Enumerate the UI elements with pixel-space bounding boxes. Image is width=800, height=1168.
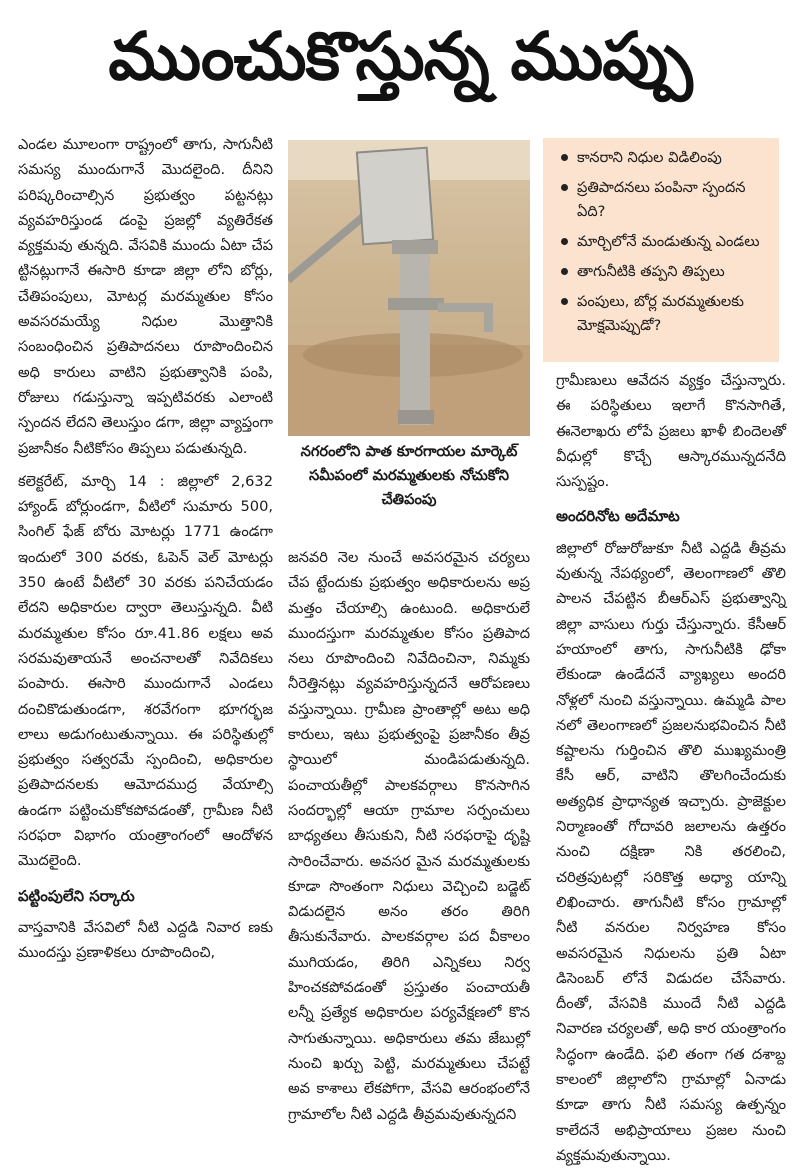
hand-pump-illustration [288, 140, 530, 436]
highlight-item: మార్చిలోనే మండుతున్న ఎండలు [561, 230, 769, 254]
column-3-top: గ్రామీణులు ఆవేదన వ్యక్తం చేస్తున్నారు. ఈ పరిస్థితులు ఇలాగే కొనసాగితే, ఈనెలాఖరు లోపే ప్రజలు ఖాళీ బిందెలతో వీధుల్లో కొచ్చే ఆస్కారమున్నదనేది సుస్పష్టం. [556, 372, 786, 491]
highlight-item: ప్రతిపాదనలు పంపినా స్పందన ఏది? [561, 176, 769, 224]
column-2 [288, 545, 530, 1127]
body-paragraph: కలెక్టరేట్, మార్చి 14 : జిల్లాలో 2,632 హ్యాండ్ బోర్లుండగా, వీటిలో సుమారు 500, సింగిల్ ఫేజ్ బోరు మోటర్లు 1771 ఉండగా ఇందులో 300 వరకు, ఓపెన్ వెల్ మోటర్లు 350 ఉంటే వీటిలో 30 వరకు పనిచేయడం లేదని అధికారుల ద్వారా తెలుస్తున్నది. వీటి మరమ్మతుల కోసం రూ.41.86 లక్షలు అవ సరమవుతాయనే అంచనాలతో నివేదికలు పంపారు. ఈసారి ముందుగానే ఎండలు దంచికొడుతుండగా, శరవేగంగా భూగర్భజ లాలు అడుగంటుతున్నాయి. ఈ పరిస్థితుల్లో ప్రభుత్వం సత్వరమే స్పందించి, అధికారుల ప్రతిపాదనలకు ఆమోదముద్ర వేయాల్సి ఉండగా పట్టించుకోకపోవడంతో, గ్రామీణ నీటి సరఫరా విభాగం యంత్రాంగంలో ఆందోళన మొదలైంది. [18, 472, 273, 870]
column-2-text: జనవరి నెల నుంచే అవసరమైన చర్యలు చేప ట్టేందుకు ప్రభుత్వం అధికారులను అప్ర మత్తం చేయాల్సి ఉంటుంది. అధికారులే ముందస్తుగా మరమ్మతుల కోసం ప్రతిపాద నలు రూపొందించి నివేదించినా, నిమ్మకు నీరెత్తినట్లు వ్యవహరిస్తున్నదనే ఆరోపణలు వస్తున్నాయి. గ్రామీణ ప్రాంతాల్లో అటు అధి కారులు, ఇటు ప్రభుత్వంపై ప్రజానీకం తీవ్ర స్థాయిలో మండిపడుతున్నది. పంచాయతీల్లో పాలకవర్గాలు కొనసాగిన సందర్భాల్లో ఆయా గ్రామాల సర్పంచులు బాధ్యతలు తీసుకుని, నీటి సరఫరాపై దృష్టి సారించేవారు. అవసర మైన మరమ్మతులకు కూడా సొంతంగా నిధులు వెచ్చించి బడ్జెట్ విడుదలైన అనం తరం తిరిగి తీసుకునేవారు. పాలకవర్గాల పద వీకాలం ముగియడం, తిరిగి ఎన్నికలు నిర్వ హించకపోవడంతో ప్రస్తుతం పంచాయతీ లన్నీ ప్రత్యేక అధికారుల పర్యవేక్షణలో కొన సాగుతున్నాయి. అధికారులు తమ జేబుల్లో నుంచి ఖర్చు పెట్టి, మరమ్మతులు చేపట్టే అవ కాశాలు లేకపోగా, వేసవి ఆరంభంలోనే గ్రామాలోల నీటి ఎద్దడి తీవ్రమవుతున్నదని [288, 549, 530, 1123]
highlight-item: తాగునీటికి తప్పని తిప్పలు [561, 260, 769, 284]
highlight-item: కానరాని నిధుల విడిలింపు [561, 146, 769, 170]
intro-paragraph: ఎండల మూలంగా రాష్ట్రంలో తాగు, సాగునీటి సమస్య ముందుగానే మొదలైంది. దీనిని పరిష్కరించాల్సిన ప్రభుత్వం పట్టనట్లు వ్యవహరిస్తుండ డంపై ప్రజల్లో వ్యతిరేకత వ్యక్తమవు తున్నది. వేసవికి ముందు ఏటా చేప ట్టినట్లుగానే ఈసారి కూడా జిల్లా లోని బోర్లు, చేతిపంపులు, మోటర్ల మరమ్మతుల కోసం అవసరమయ్యే నిధుల మొత్తానికి సంబంధించిన ప్రతిపాదనలు రూపొందించిన అధి కారులు వాటిని ప్రభుత్వానికి పంపి, రోజులు గడుస్తున్నా ఇప్పటివరకు ఎలాంటి స్పందన లేదని తెలుస్తుం డగా, జిల్లా వ్యాప్తంగా ప్రజానీకం నీటికోసం తిప్పలు పడుతున్నది. [18, 136, 273, 457]
column-1 [18, 132, 273, 966]
column-3-body: జిల్లాలో రోజురోజుకూ నీటి ఎద్దడి తీవ్రమ వుతున్న నేపథ్యంలో, తెలంగాణలో తొలి పాలన చేపట్టిన బీఆర్ఎస్ ప్రభుత్వాన్ని జిల్లా వాసులు గుర్తు చేస్తున్నారు. కేసీఆర్ హయాంలో తాగు, సాగునీటికి ఢోకా లేకుండా ఉండేదనే వ్యాఖ్యలు అందరి నోళ్లలో నుంచి వస్తున్నాయి. ఉమ్మడి పాల నలో తెలంగాణలో ప్రజలనుభవించిన నీటి కష్టాలను గుర్తించిన తొలి ముఖ్యమంత్రి కేసీ ఆర్, వాటిని తొలగించేందుకు అత్యధిక ప్రాధాన్యత ఇచ్చారు. ప్రాజెక్టుల నిర్మాణంతో గోదావరి జలాలను ఉత్తరం నుంచి దక్షిణా నికి తరలించి, చరిత్రపుటల్లో సరికొత్త అధ్యా యాన్ని లిఖించారు. తాగునీటి కోసం గ్రామాల్లో నీటి వనరుల నిర్వహణ కోసం అవసరమైన నిధులను ప్రతి ఏటా డిసెంబర్ లోనే విడుదల చేసేవారు. దీంతో, వేసవికి ముందే నీటి ఎద్దడి నివారణ చర్యలతో, అధి కార యంత్రాంగం సిద్ధంగా ఉండేది. ఫలి తంగా గత దశాబ్ద కాలంలో జిల్లాలోని గ్రామాల్లో ఏనాడు కూడా తాగు నీటి సమస్య ఉత్పన్నం కాలేదనే అభిప్రాయాలు ప్రజల నుంచి వ్యక్తమవుతున్నాయి. [556, 539, 786, 1164]
photo-caption: నగరంలోని పాత కూరగాయల మార్కెట్ సమీపంలో మరమ్మతులకు నోచుకోని చేతిపంపు [300, 443, 518, 508]
highlights-box [543, 138, 779, 362]
subheading: అందరినోట అదేమాట [556, 507, 680, 526]
headline: ముంచుకొస్తున్న ముప్పు [108, 17, 692, 95]
tail-paragraph: వాస్తవానికి వేసవిలో నీటి ఎద్దడి నివార ణకు ముందస్తు ప్రణాళికలు రూపొందించి, [18, 918, 273, 962]
highlight-item: పంపులు, బోర్ల మరమ్మతులకు మోక్షమెప్పుడో? [561, 290, 769, 338]
column-3 [556, 368, 786, 1168]
hand-pump-photo [288, 140, 530, 436]
subheading: పట్టింపులేని సర్కారు [18, 886, 135, 905]
